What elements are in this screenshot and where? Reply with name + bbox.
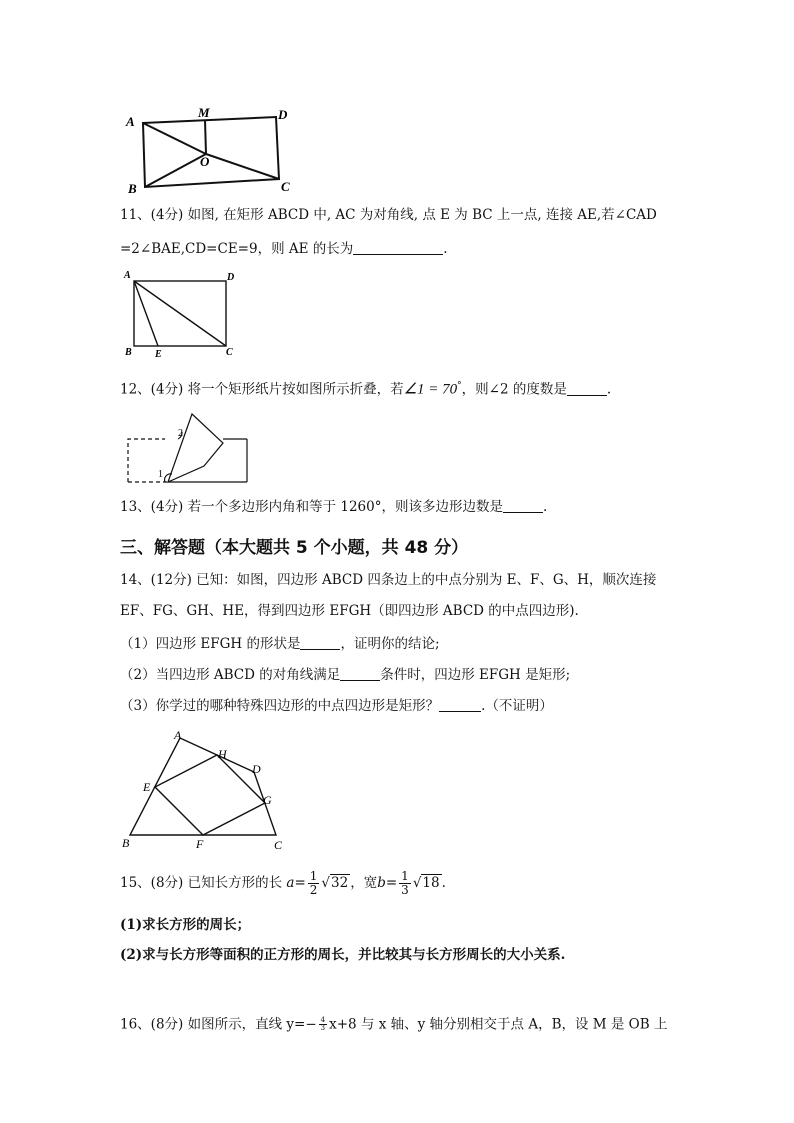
q15-prefix: 15、(8分) 已知长方形的长 — [120, 875, 283, 891]
q13-period: . — [543, 499, 548, 515]
figure-quadrilateral-amdo — [118, 100, 300, 195]
q15-line — [120, 870, 446, 896]
label-b: B — [128, 181, 137, 195]
q15-mid: ，宽 — [350, 875, 378, 891]
label-h: H — [218, 747, 227, 761]
label-a: A — [174, 728, 182, 742]
q16-suffix: x+8 与 x 轴、y 轴分别相交于点 A，B，设 M 是 OB 上 — [329, 1016, 668, 1033]
q15-a-sqrt-sign: √ — [321, 875, 331, 891]
q15-a-var: a — [286, 875, 295, 891]
q13-answer-blank — [503, 500, 543, 513]
q14-part2-end: 条件时，四边形 EFGH 是矩形; — [380, 667, 571, 683]
q15-a-fraction — [308, 870, 320, 896]
label-a: A — [126, 114, 135, 129]
q11-period: . — [443, 241, 448, 257]
figure-midpoint-quadrilateral-q14 — [118, 725, 293, 855]
q12-angle-expr: ∠1 = 70 — [403, 381, 458, 398]
label-c: C — [281, 179, 290, 194]
q13-line — [120, 500, 547, 515]
q11-line2-text: =2∠BAE,CD=CE=9，则 AE 的长为 — [120, 241, 354, 257]
label-o: O — [200, 154, 210, 169]
q12-answer-blank — [567, 383, 607, 396]
label-c: C — [274, 838, 283, 852]
q14-part1-end: ，证明你的结论; — [340, 636, 440, 652]
q16-frac-num: 4 — [320, 1015, 326, 1024]
angle-2-label: 2 — [178, 428, 183, 439]
q14-part2-text: （2）当四边形 ABCD 的对角线满足 — [120, 667, 341, 683]
label-a: A — [124, 270, 131, 281]
q12-text-start: 12、(4分) 将一个矩形纸片按如图所示折叠，若 — [120, 381, 404, 398]
label-g: G — [263, 793, 272, 807]
label-b: B — [125, 347, 132, 358]
q16-line — [120, 1016, 667, 1033]
q14-part1-blank — [300, 637, 340, 650]
label-m: M — [198, 105, 210, 120]
q15-a-eq: = — [294, 875, 306, 891]
q15-b-eq: = — [385, 875, 398, 891]
label-d: D — [278, 107, 288, 122]
q15-b-denominator: 3 — [401, 882, 409, 897]
q16-frac-den: 3 — [320, 1024, 326, 1032]
q12-period: . — [606, 381, 612, 398]
q15-b-numerator: 1 — [401, 869, 409, 883]
q16-fraction — [319, 1017, 327, 1033]
q12-line — [120, 382, 611, 398]
q15-part2: (2)求与长方形等面积的正方形的周长，并比较其与长方形周长的大小关系. — [120, 947, 566, 963]
q15-b-radicand: 18 — [422, 875, 440, 891]
q14-part3 — [120, 699, 553, 714]
q16-prefix: 16、(8分) 如图所示，直线 y=− — [120, 1016, 317, 1033]
q12-text-end: ，则∠2 的度数是 — [461, 381, 567, 398]
q15-b-fraction — [399, 870, 411, 896]
section-3-title: 三、解答题（本大题共 5 个小题，共 48 分） — [120, 538, 469, 558]
label-d: D — [252, 762, 261, 776]
q15-period: . — [441, 875, 446, 891]
label-e: E — [143, 780, 151, 794]
q12-degree: ° — [457, 381, 462, 391]
q15-a-radicand: 32 — [331, 875, 349, 891]
figure-rectangle-abcd-q11 — [120, 268, 245, 360]
q13-text: 13、(4分) 若一个多边形内角和等于 1260°，则该多边形边数是 — [120, 499, 503, 515]
q15-b-sqrt-sign: √ — [412, 875, 422, 891]
q11-line1: 11、(4分) 如图, 在矩形 ABCD 中, AC 为对角线, 点 E 为 BC 上一点, 连接 AE,若∠CAD — [120, 207, 657, 223]
q14-part2 — [120, 668, 570, 683]
q15-a-denominator: 2 — [309, 882, 318, 897]
label-e: E — [155, 349, 162, 360]
q14-part3-end: .（不证明） — [481, 698, 553, 714]
q14-line1: 14、(12分) 已知：如图，四边形 ABCD 四条边上的中点分别为 E、F、G、H，顺次连接 — [120, 572, 657, 588]
label-d: D — [227, 272, 235, 283]
angle-1-label: 1 — [158, 469, 163, 480]
label-c: C — [226, 347, 233, 358]
q14-part3-text: （3）你学过的哪种特殊四边形的中点四边形是矩形？ — [120, 698, 440, 714]
q11-line2 — [120, 242, 448, 257]
q14-part3-blank — [439, 699, 481, 712]
q14-part1-text: （1）四边形 EFGH 的形状是 — [120, 636, 301, 652]
label-b: B — [122, 836, 130, 850]
q15-part1: (1)求长方形的周长； — [120, 917, 251, 933]
q15-b-var: b — [377, 875, 386, 891]
q14-part1 — [120, 637, 440, 652]
q11-answer-blank — [353, 242, 443, 255]
q15-a-numerator: 1 — [309, 869, 318, 883]
q14-line2: EF、FG、GH、HE，得到四边形 EFGH（即四边形 ABCD 的中点四边形). — [120, 603, 579, 619]
q14-part2-blank — [340, 668, 380, 681]
label-f: F — [196, 837, 204, 851]
figure-folded-rectangle-q12 — [120, 410, 255, 485]
